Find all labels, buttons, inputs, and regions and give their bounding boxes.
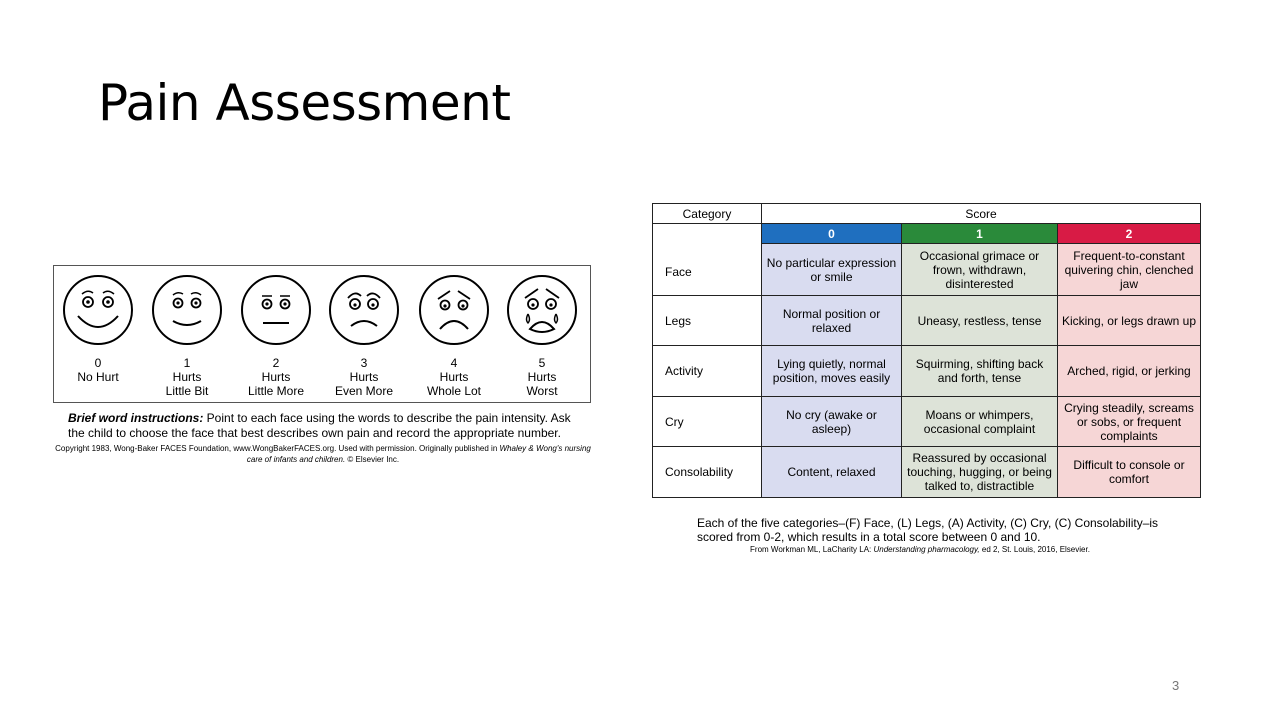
face-label-line1: Hurts — [172, 370, 202, 384]
score-header-2: 2 — [1058, 224, 1201, 244]
happy-face-icon — [62, 274, 134, 346]
copyright-end: © Elsevier Inc. — [345, 455, 400, 464]
face-score-0: No particular expression or smile — [762, 244, 902, 296]
activity-score-1: Squirming, shifting back and forth, tense — [902, 346, 1058, 397]
flacc-note: Each of the five categories–(F) Face, (L) Legs, (A) Activity, (C) Cry, (C) Consolability–is scored from 0-2, which results in a total score between 0 and 10. — [697, 516, 1159, 544]
crying-face-icon — [506, 274, 578, 346]
score-header-0: 0 — [762, 224, 902, 244]
page-number: 3 — [1172, 678, 1180, 693]
activity-score-0: Lying quietly, normal position, moves easily — [762, 346, 902, 397]
frowning-face-icon — [328, 274, 400, 346]
face-label-line1: Hurts — [261, 370, 291, 384]
row-category-face: Face — [653, 224, 762, 296]
cry-score-1: Moans or whimpers, occasional complaint — [902, 397, 1058, 447]
neutral-face-icon — [240, 274, 312, 346]
face-label-line2: Little Bit — [165, 384, 209, 398]
face-2 — [231, 274, 321, 398]
sad-face-icon — [418, 274, 490, 346]
consolability-score-2: Difficult to console or comfort — [1058, 447, 1201, 498]
face-label-line2: Even More — [334, 384, 394, 398]
legs-score-1: Uneasy, restless, tense — [902, 296, 1058, 346]
face-number: 5 — [538, 356, 546, 370]
consolability-score-1: Reassured by occasional touching, hugging, or being talked to, distractible — [902, 447, 1058, 498]
copyright-book-title: Whaley & Wong's nursing care of infants and children. — [246, 444, 591, 464]
header-score: Score — [762, 204, 1201, 224]
cry-score-2: Crying steadily, screams or sobs, or frequent complaints — [1058, 397, 1201, 447]
face-label-line1: Hurts — [527, 370, 557, 384]
instructions-text: Point to each face using the words to describe the pain intensity. Ask the child to choose the face that best describes own pain and record the appropriate number. — [68, 411, 571, 440]
face-number: 3 — [360, 356, 368, 370]
face-label-line2: Worst — [526, 384, 558, 398]
face-number: 2 — [272, 356, 280, 370]
face-score-2: Frequent-to-constant quivering chin, clenched jaw — [1058, 244, 1201, 296]
face-number: 0 — [94, 356, 102, 370]
legs-score-0: Normal position or relaxed — [762, 296, 902, 346]
score-header-1: 1 — [902, 224, 1058, 244]
activity-score-2: Arched, rigid, or jerking — [1058, 346, 1201, 397]
instructions-lead: Brief word instructions: — [68, 411, 204, 425]
cry-score-0: No cry (awake or asleep) — [762, 397, 902, 447]
face-score-1: Occasional grimace or frown, withdrawn, disinterested — [902, 244, 1058, 296]
wong-baker-faces-scale — [53, 265, 591, 403]
face-1 — [142, 274, 232, 398]
flacc-source — [652, 545, 1188, 554]
face-number: 4 — [450, 356, 458, 370]
row-category-consolability: Consolability — [653, 447, 762, 498]
row-category-legs: Legs — [653, 296, 762, 346]
legs-score-2: Kicking, or legs drawn up — [1058, 296, 1201, 346]
slide-title: Pain Assessment — [98, 74, 511, 132]
row-category-activity: Activity — [653, 346, 762, 397]
source-post: ed 2, St. Louis, 2016, Elsevier. — [979, 545, 1090, 554]
copyright-text: Copyright 1983, Wong-Baker FACES Foundation, www.WongBakerFACES.org. Used with permission. Originally published in — [55, 444, 500, 453]
consolability-score-0: Content, relaxed — [762, 447, 902, 498]
face-4 — [409, 274, 499, 398]
face-3 — [319, 274, 409, 398]
face-number: 1 — [183, 356, 191, 370]
face-0 — [53, 274, 143, 384]
face-label-line2: Little More — [247, 384, 305, 398]
face-label-line1: Hurts — [349, 370, 379, 384]
faces-copyright — [53, 443, 593, 465]
face-label-line1: Hurts — [439, 370, 469, 384]
flacc-table — [652, 203, 1201, 498]
slight-smile-face-icon — [151, 274, 223, 346]
source-pre: From Workman ML, LaCharity LA: — [750, 545, 874, 554]
face-label-line1: No Hurt — [77, 370, 119, 384]
faces-instructions — [68, 411, 588, 441]
source-book-title: Understanding pharmacology, — [873, 545, 980, 554]
face-5 — [497, 274, 587, 398]
row-category-cry: Cry — [653, 397, 762, 447]
header-category: Category — [653, 204, 762, 224]
face-label-line2: Whole Lot — [426, 384, 482, 398]
